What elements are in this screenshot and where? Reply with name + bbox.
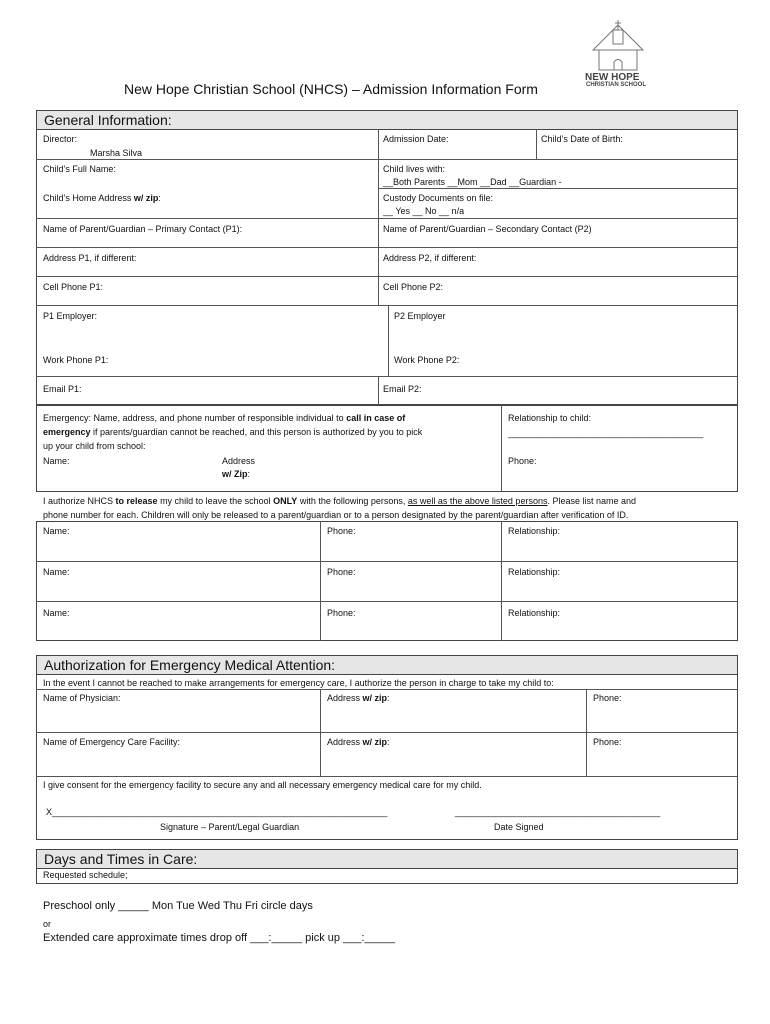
physician-label: Name of Physician: (43, 693, 121, 703)
address-p2-label: Address P2, if different: (383, 253, 477, 263)
cell-p2-label: Cell Phone P2: (383, 282, 444, 292)
care-heading: Days and Times in Care: (36, 849, 738, 869)
emergency-address-label: Address (222, 456, 256, 466)
preschool-line: Preschool only _____ Mon Tue Wed Thu Fri circle days (43, 900, 313, 912)
director-label: Director: (43, 134, 78, 144)
requested-schedule-label: Requested schedule; (43, 870, 128, 880)
email-p1-label: Email P1: (43, 384, 82, 394)
date-line: _________________________________________ (455, 807, 661, 817)
release-box (36, 521, 738, 641)
emergency-line2: emergency if parents/guardian cannot be reached, and this person is authorized by you to pick (43, 427, 423, 437)
release-phone-1: Phone: (327, 526, 356, 536)
admission-date-label: Admission Date: (383, 134, 449, 144)
employer-p1-label: P1 Employer: (43, 311, 98, 321)
lives-with-options: __Both Parents __Mom __Dad __Guardian - (383, 177, 562, 187)
release-name-2: Name: (43, 567, 70, 577)
emergency-name-label: Name: (43, 456, 70, 466)
p1-name-label: Name of Parent/Guardian – Primary Contact (P1): (43, 224, 243, 234)
date-signed-label: Date Signed (494, 822, 544, 832)
consent-text: I give consent for the emergency facility to secure any and all necessary emergency medical care for my child. (43, 780, 482, 790)
dob-label: Child’s Date of Birth: (541, 134, 623, 144)
facility-label: Name of Emergency Care Facility: (43, 737, 181, 747)
cell-p1-label: Cell Phone P1: (43, 282, 104, 292)
or-text: or (43, 919, 52, 929)
release-name-3: Name: (43, 608, 70, 618)
work-phone-p2-label: Work Phone P2: (394, 355, 460, 365)
release-relationship-3: Relationship: (508, 608, 561, 618)
release-paragraph-line2: phone number for each. Children will only be released to a parent/guardian or to a person designated by the parent/guardian after verification of ID. (43, 510, 629, 520)
home-address-label: Child’s Home Address w/ zip: (43, 193, 161, 203)
lives-with-label: Child lives with: (383, 164, 446, 174)
emergency-zip-label: w/ Zip: (222, 469, 251, 479)
email-p2-label: Email P2: (383, 384, 422, 394)
release-phone-2: Phone: (327, 567, 356, 577)
release-paragraph-line1: I authorize NHCS to release my child to leave the school ONLY with the following persons, as well as the above listed persons. Please list name and (43, 496, 637, 506)
custody-label: Custody Documents on file: (383, 193, 494, 203)
medical-heading: Authorization for Emergency Medical Attention: (36, 655, 738, 675)
extended-care-line: Extended care approximate times drop off ___:_____ pick up ___:_____ (43, 932, 396, 944)
custody-options: __ Yes __ No __ n/a (383, 206, 465, 216)
emergency-line3: up your child from school: (43, 441, 146, 451)
logo-text-line1: NEW HOPE (585, 72, 640, 83)
emergency-phone-label: Phone: (508, 456, 537, 466)
director-value: Marsha Silva (90, 148, 143, 158)
emergency-relationship-label: Relationship to child: (508, 413, 592, 423)
full-name-label: Child’s Full Name: (43, 164, 116, 174)
medical-intro: In the event I cannot be reached to make arrangements for emergency care, I authorize the person in charge to take my child to: (43, 678, 554, 688)
general-heading: General Information: (36, 110, 738, 130)
care-box (36, 868, 738, 884)
release-phone-3: Phone: (327, 608, 356, 618)
page-title: New Hope Christian School (NHCS) – Admission Information Form (124, 81, 538, 97)
release-relationship-2: Relationship: (508, 567, 561, 577)
release-relationship-1: Relationship: (508, 526, 561, 536)
physician-address-label: Address w/ zip: (327, 693, 390, 703)
release-name-1: Name: (43, 526, 70, 536)
logo-text-line2: CHRISTIAN SCHOOL (586, 82, 646, 88)
employer-p2-label: P2 Employer (394, 311, 446, 321)
address-p1-label: Address P1, if different: (43, 253, 137, 263)
physician-phone-label: Phone: (593, 693, 622, 703)
signature-label: Signature – Parent/Legal Guardian (160, 822, 300, 832)
signature-line: X___________________________________________________________________ (46, 807, 388, 817)
facility-phone-label: Phone: (593, 737, 622, 747)
facility-address-label: Address w/ zip: (327, 737, 390, 747)
emergency-line1: Emergency: Name, address, and phone number of responsible individual to call in case of (43, 413, 406, 423)
emergency-relationship-line: _______________________________________ (508, 428, 704, 438)
work-phone-p1-label: Work Phone P1: (43, 355, 109, 365)
p2-name-label: Name of Parent/Guardian – Secondary Contact (P2) (383, 224, 592, 234)
